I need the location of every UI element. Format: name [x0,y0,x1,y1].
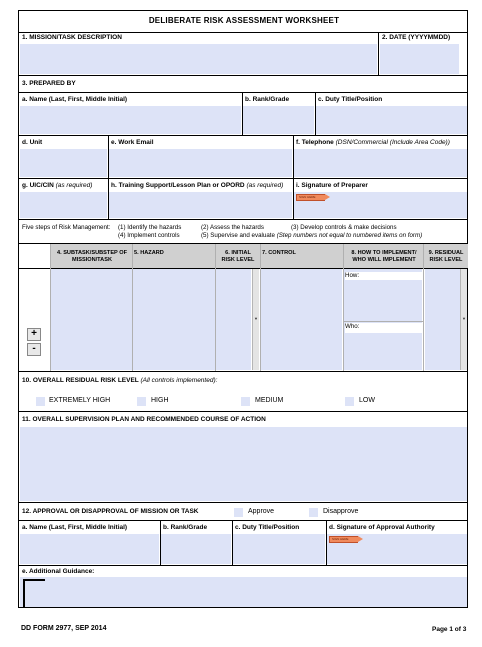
step-4: (4) Implement controls [118,232,180,239]
medium-label: MEDIUM [255,397,284,404]
divider [260,244,261,371]
who-label: Who: [345,323,422,333]
col-control-header: 7. CONTROL [262,250,296,256]
how-label: How: [345,272,422,280]
supervision-plan-field[interactable] [20,427,467,501]
disapprove-checkbox[interactable] [309,508,318,517]
work-email-label: e. Work Email [111,139,154,146]
additional-guidance-label: e. Additional Guidance: [22,568,95,575]
remove-row-button[interactable]: - [27,343,41,356]
approval-label: 12. APPROVAL OR DISAPPROVAL OF MISSION OR TASK [22,508,199,515]
extremely-high-checkbox[interactable] [36,397,45,406]
supervision-plan-label: 11. OVERALL SUPERVISION PLAN AND RECOMMENDED COURSE OF ACTION [22,416,266,423]
mission-task-field[interactable] [20,44,377,74]
disapprove-label: Disapprove [323,508,359,515]
steps-intro: Five steps of Risk Management: [22,224,111,231]
chevron-down-icon: ▼ [254,316,258,321]
divider [19,32,467,33]
step-2: (2) Assess the hazards [201,224,264,231]
risk-assessment-form [18,10,468,608]
additional-guidance-field[interactable] [20,577,467,607]
form-title: DELIBERATE RISK ASSESSMENT WORKSHEET [148,16,340,25]
uic-label: g. UIC/CIN (as required) [22,182,93,189]
uic-field[interactable] [20,192,107,218]
step-3: (3) Develop controls & make decisions [291,224,397,231]
telephone-field[interactable] [294,149,467,177]
divider [343,244,344,371]
divider [132,244,133,371]
preparer-signature-label: i. Signature of Preparer [296,182,368,189]
divider [19,75,467,76]
subtask-field[interactable] [51,269,132,370]
sign-here-text: SIGN HERE [296,194,325,201]
approver-signature-label: d. Signature of Approval Authority [329,524,435,531]
work-email-field[interactable] [109,149,292,177]
divider [19,411,467,412]
page-number: Page 1 of 3 [432,626,467,633]
preparer-name-field[interactable] [20,106,241,134]
approver-name-label: a. Name (Last, First, Middle Initial) [22,524,128,531]
preparer-rank-field[interactable] [243,106,314,134]
initial-risk-dropdown[interactable] [252,269,259,370]
approve-label: Approve [248,508,275,515]
divider [19,178,467,179]
approver-duty-field[interactable] [233,534,325,564]
date-label: 2. DATE (YYYYMMDD) [382,34,451,41]
divider [378,32,379,75]
step-5: (5) Supervise and evaluate (Step numbers not equal to numbered items on form) [201,232,423,239]
initial-risk-select[interactable] [216,269,251,370]
sign-arrow-icon [325,194,330,200]
approver-duty-label: c. Duty Title/Position [235,524,300,531]
col-implement-header: 8. HOW TO IMPLEMENT/ WHO WILL IMPLEMENT [351,250,417,263]
divider [19,92,467,93]
low-label: LOW [359,397,375,404]
training-support-field[interactable] [109,192,292,218]
residual-risk-label: 10. OVERALL RESIDUAL RISK LEVEL (All controls implemented): [22,377,218,384]
divider [19,502,467,503]
preparer-duty-label: c. Duty Title/Position [318,96,383,103]
step-1: (1) Identify the hazards [118,224,182,231]
mission-task-label: 1. MISSION/TASK DESCRIPTION [22,34,122,41]
approver-name-field[interactable] [20,534,159,564]
approver-rank-field[interactable] [161,534,231,564]
col-residual-risk-header: 9. RESIDUAL RISK LEVEL [428,250,464,263]
low-checkbox[interactable] [345,397,354,406]
telephone-label: f. Telephone (DSN/Commercial (Include Area Code)) [296,139,450,146]
implement-bg [344,269,422,370]
high-label: HIGH [151,397,169,404]
col-initial-risk-header: 6. INITIAL RISK LEVEL [221,250,255,263]
divider [50,244,51,371]
date-field[interactable] [380,44,459,74]
preparer-name-label: a. Name (Last, First, Middle Initial) [22,96,128,103]
form-number: DD FORM 2977, SEP 2014 [21,625,107,632]
high-checkbox[interactable] [137,397,146,406]
preparer-rank-label: b. Rank/Grade [245,96,290,103]
chevron-down-icon: ▼ [462,316,466,321]
training-support-label: h. Training Support/Lesson Plan or OPORD (as required) [111,182,284,189]
preparer-duty-field[interactable] [316,106,467,134]
residual-risk-dropdown[interactable] [460,269,467,370]
divider [19,219,467,220]
divider [344,321,423,322]
approver-rank-label: b. Rank/Grade [163,524,208,531]
prepared-by-label: 3. PREPARED BY [22,80,76,87]
medium-checkbox[interactable] [241,397,250,406]
divider [423,244,424,371]
approve-checkbox[interactable] [234,508,243,517]
divider [19,371,467,372]
col-hazard-header: 5. HAZARD [134,250,164,256]
sign-here-text: SIGN HERE [329,536,358,543]
divider [19,135,467,136]
text-cursor-frame [23,579,45,607]
hazard-field[interactable] [133,269,215,370]
extremely-high-label: EXTREMELY HIGH [49,397,111,404]
unit-field[interactable] [20,149,107,177]
sign-arrow-icon [358,536,363,542]
control-field[interactable] [261,269,342,370]
divider [19,565,467,566]
divider [215,244,216,371]
divider [19,520,467,521]
residual-risk-select[interactable] [425,269,460,370]
unit-label: d. Unit [22,139,43,146]
add-row-button[interactable]: + [27,328,41,341]
col-subtask-header: 4. SUBTASK/SUBSTEP OF MISSION/TASK [56,250,128,263]
